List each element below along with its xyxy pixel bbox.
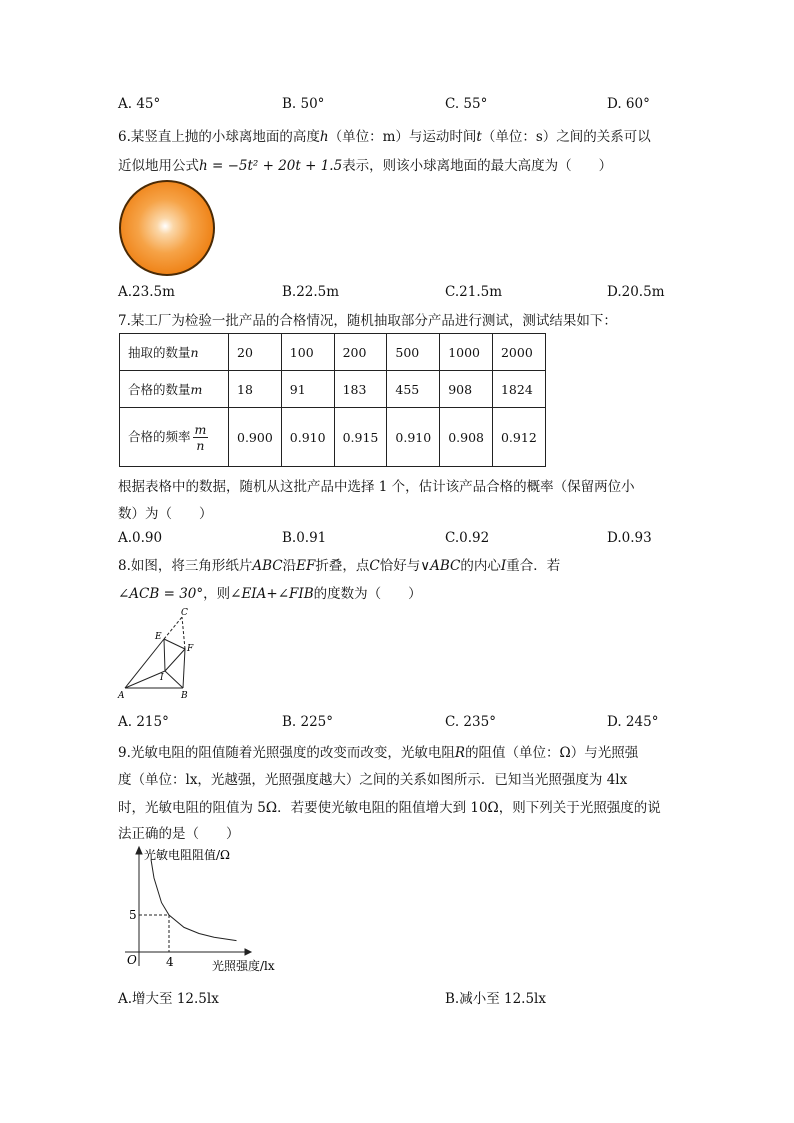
- q6-option-d: D.20.5m: [607, 284, 665, 300]
- q9-resistance-chart: [115, 842, 315, 977]
- q6-var-h: h: [319, 129, 329, 145]
- table-cell: 100: [281, 334, 334, 371]
- x-axis-label: 光照强度/lx: [212, 959, 275, 973]
- q8-triangle-figure: [115, 605, 205, 705]
- q6-option-a: A.23.5m: [118, 284, 175, 300]
- table-row: [120, 371, 546, 408]
- q9-option-b: B.减小至 12.5lx: [445, 991, 546, 1007]
- label-a: A: [118, 691, 125, 701]
- q7-stem: 7.某工厂为检验一批产品的合格情况，随机抽取部分产品进行测试，测试结果如下：: [118, 313, 617, 329]
- q9-stem-line2: 度（单位：lx，光越强，光照强度越大）之间的关系如图所示．已知当光照强度为 4lx: [118, 772, 628, 788]
- q8-stem-line2: ∠ACB = 30°，则∠EIA+∠FIB的度数为（ ）: [118, 586, 422, 602]
- table-cell: 0.910: [387, 408, 440, 467]
- origin-label: O: [127, 953, 137, 967]
- label-f: F: [187, 644, 194, 654]
- q7-table: [119, 333, 546, 467]
- table-cell: 91: [281, 371, 334, 408]
- y-axis-label: 光敏电阻阻值/Ω: [144, 848, 230, 862]
- y-axis-arrow: [136, 847, 142, 854]
- q6-var-t: t: [476, 129, 482, 145]
- q8-option-c: C. 235°: [445, 714, 496, 730]
- q6-stem-line1: [118, 125, 651, 145]
- x-tick-label: 4: [166, 955, 174, 969]
- row-header: 抽取的数量n: [120, 334, 229, 371]
- q6-option-c: C.21.5m: [445, 284, 502, 300]
- table-cell: 0.912: [492, 408, 545, 467]
- table-row: [120, 408, 546, 467]
- table-row: [120, 334, 546, 371]
- table-cell: 0.915: [334, 408, 387, 467]
- table-cell: 908: [440, 371, 493, 408]
- label-i: I: [160, 673, 164, 683]
- q7-after-line2: 数）为（ ）: [118, 506, 213, 522]
- label-b: B: [181, 691, 188, 701]
- q6-formula: h = −5t² + 20t + 1.5: [199, 158, 343, 174]
- q5-option-c: C. 55°: [445, 96, 488, 112]
- table-cell: 0.900: [229, 408, 282, 467]
- q9-stem-line3: 时，光敏电阻的阻值为 5Ω．若要使光敏电阻的阻值增大到 10Ω，则下列关于光照强度的说: [118, 800, 661, 816]
- q5-option-d: D. 60°: [607, 96, 650, 112]
- q5-option-b: B. 50°: [282, 96, 325, 112]
- q7-option-b: B.0.91: [282, 530, 327, 546]
- table-cell: 0.908: [440, 408, 493, 467]
- q6-text: 近似地用公式: [118, 158, 199, 174]
- curve-series: [151, 860, 237, 941]
- q7-option-c: C.0.92: [445, 530, 490, 546]
- q7-after-line1: 根据表格中的数据，随机从这批产品中选择 1 个，估计该产品合格的概率（保留两位小: [118, 479, 635, 495]
- q8-option-d: D. 245°: [607, 714, 659, 730]
- table-cell: 20: [229, 334, 282, 371]
- table-cell: 0.910: [281, 408, 334, 467]
- q6-stem-line2: [118, 154, 612, 174]
- q6-option-b: B.22.5m: [282, 284, 340, 300]
- q9-option-a: A.增大至 12.5lx: [118, 991, 219, 1007]
- table-cell: 2000: [492, 334, 545, 371]
- q9-stem-line1: 9.光敏电阻的阻值随着光照强度的改变而改变，光敏电阻R的阻值（单位：Ω）与光照强: [118, 745, 639, 761]
- row-header: 合格的频率 $\frac{m}{n}$: [120, 408, 229, 467]
- table-cell: 183: [334, 371, 387, 408]
- q8-option-a: A. 215°: [118, 714, 169, 730]
- table-cell: 18: [229, 371, 282, 408]
- row-header: 合格的数量m: [120, 371, 229, 408]
- x-axis-arrow: [245, 949, 251, 955]
- table-cell: 455: [387, 371, 440, 408]
- q7-option-d: D.0.93: [607, 530, 652, 546]
- q8-option-b: B. 225°: [282, 714, 334, 730]
- y-tick-label: 5: [129, 908, 137, 922]
- table-cell: 500: [387, 334, 440, 371]
- label-c: C: [181, 608, 188, 618]
- q5-option-a: A. 45°: [118, 96, 161, 112]
- ball-image: [119, 180, 215, 276]
- q6-text: 表示，则该小球离地面的最大高度为（ ）: [342, 158, 613, 174]
- q8-stem-line1: 8.如图，将三角形纸片ABC沿EF折叠，点C恰好与∨ABC的内心I重合．若: [118, 558, 561, 574]
- q6-text: （单位：s）之间的关系可以: [481, 129, 651, 145]
- table-cell: 1000: [440, 334, 493, 371]
- q6-text: 6.某竖直上抛的小球离地面的高度: [118, 129, 320, 145]
- table-cell: 200: [334, 334, 387, 371]
- q9-stem-line4: 法正确的是（ ）: [118, 826, 240, 842]
- q6-text: （单位：m）与运动时间: [328, 129, 477, 145]
- q7-option-a: A.0.90: [118, 530, 163, 546]
- table-cell: 1824: [492, 371, 545, 408]
- label-e: E: [155, 632, 162, 642]
